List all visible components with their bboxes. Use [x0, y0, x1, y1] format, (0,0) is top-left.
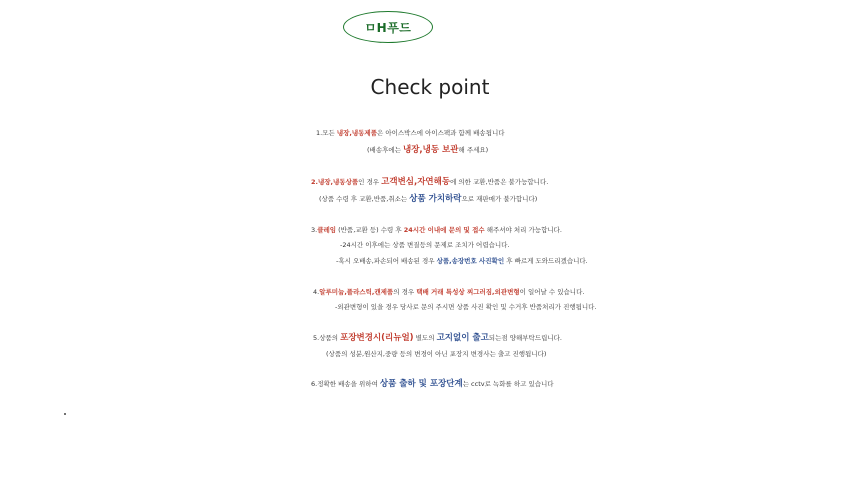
- checkpoint-3-note-2: -혹시 오배송,파손되어 배송된 경우 상품,송장번호 사진확인 후 빠르게 도와드리겠습니다.: [336, 257, 588, 265]
- stray-dot: [64, 413, 66, 415]
- checkpoint-5: 5.상품의 포장변경시(리뉴얼) 별도의 고지없이 출고되는점 양해부탁드립니다.: [313, 333, 562, 343]
- brand-logo-text: ㅁH푸드: [364, 20, 412, 35]
- checkpoint-4: 4.알루미늄,플라스틱,캔제품의 경우 택배 거래 특성상 찌그러짐,외관변형이 일어날 수 있습니다.: [313, 288, 585, 296]
- checkpoint-3-note-1: -24시간 이후에는 상품 변질등의 문제로 조치가 어렵습니다.: [340, 241, 510, 249]
- checkpoint-4-note: -외관변형이 있을 경우 당사로 문의 주시면 상품 사진 확인 및 수거후 반품처리가 진행됩니다.: [335, 303, 597, 311]
- checkpoint-1-note: (배송후에는 냉장,냉동 보관해 주세요): [367, 145, 489, 155]
- checkpoint-2-note: (상품 수령 후 교환,반품,취소는 상품 가치하락으로 재판매가 불가합니다): [319, 194, 538, 204]
- page-title: Check point: [370, 75, 490, 99]
- checkpoint-3: 3.클레임 (반품,교환 등) 수령 후 24시간 이내에 문의 및 접수 해주셔야 처리 가능합니다.: [311, 226, 562, 234]
- brand-logo: [343, 11, 433, 43]
- checkpoint-2: 2.냉장,냉동상품인 경우 고객변심,자연해동에 의한 교환,반품은 불가능합니다.: [311, 177, 549, 187]
- checkpoint-6: 6.정확한 배송을 위하여 상품 출하 및 포장단계는 cctv로 녹화를 하고 있습니다: [311, 379, 554, 389]
- checkpoint-1: 1.모든 냉장,냉동제품은 아이스박스에 아이스팩과 함께 배송됩니다: [316, 129, 505, 137]
- checkpoint-5-note: (상품의 성분,원산지,중량 등의 변경이 아닌 포장지 변경사는 출고 진행됩니다): [326, 350, 547, 358]
